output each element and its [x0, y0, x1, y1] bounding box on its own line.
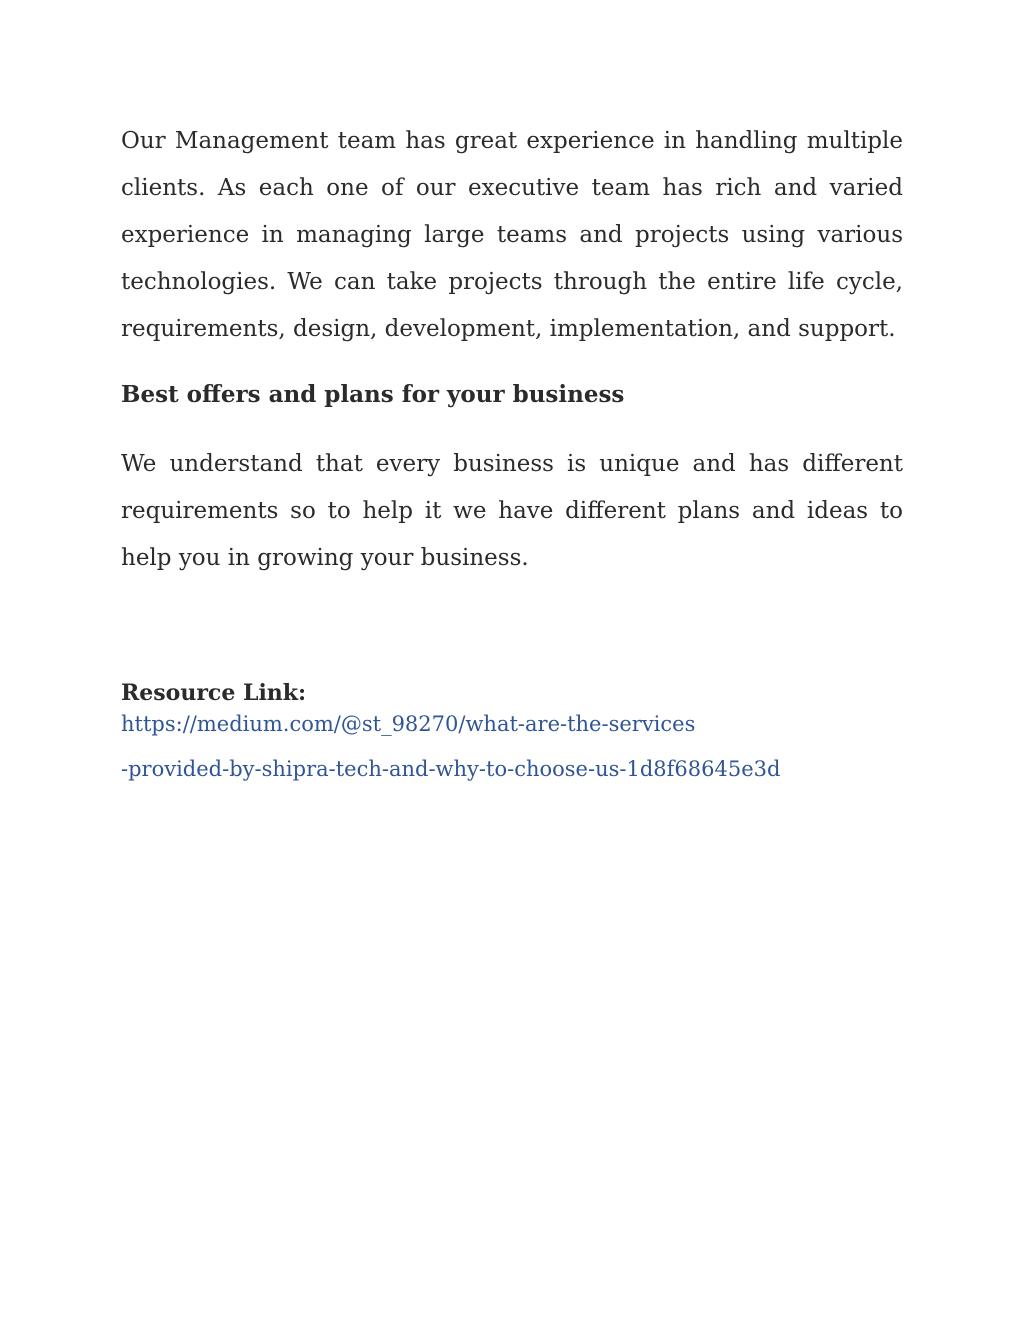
section-paragraph: We understand that every business is unique and has different requirements so to help it we have different plans and ideas to help you in growing your business.: [121, 451, 903, 571]
intro-paragraph: Our Management team has great experience in handling multiple clients. As each one of our executive team has rich and varied experience in managing large teams and projects using various technologies. We can take projects through the entire life cycle, requirements, design, development, implementation, and support.: [121, 128, 903, 342]
resource-link-label: Resource Link:: [121, 680, 307, 706]
resource-link-line-2[interactable]: -provided-by-shipra-tech-and-why-to-choose-us-1d8f68645e3d: [121, 757, 781, 781]
section-heading: Best offers and plans for your business: [121, 381, 625, 408]
document-content: [121, 118, 903, 785]
resource-link[interactable]: [121, 708, 903, 785]
resource-link-line-1[interactable]: https://medium.com/@st_98270/what-are-the-services: [121, 712, 696, 736]
